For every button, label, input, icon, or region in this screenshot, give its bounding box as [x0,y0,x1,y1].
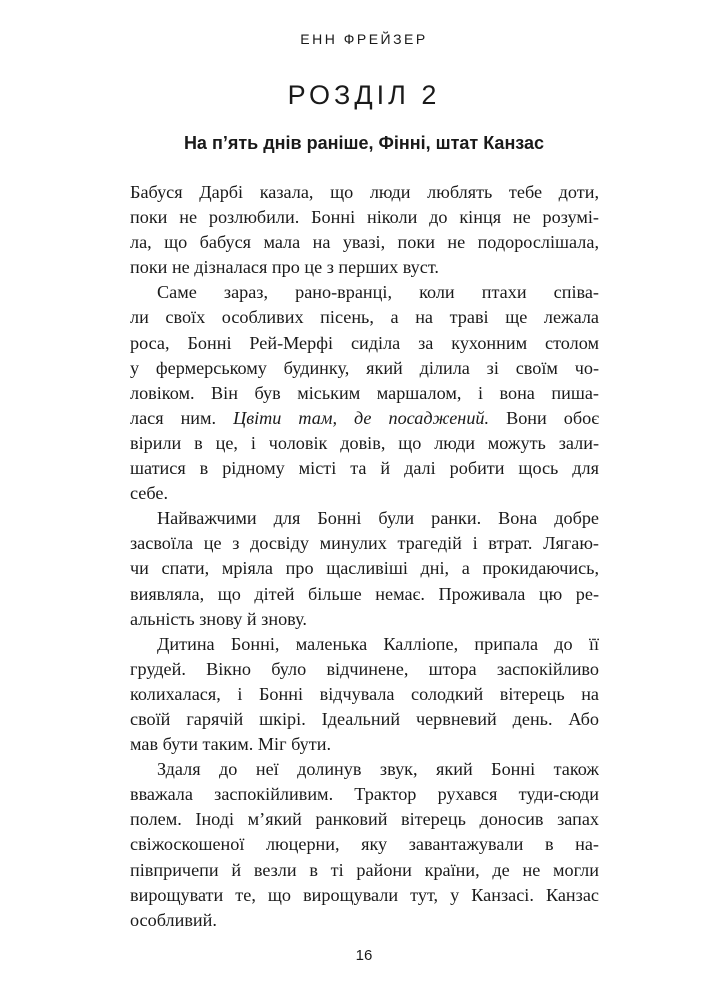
text-line: засвоїла це з досвіду минулих трагедій і втрат. Лягаю- [130,533,599,554]
text-line: ла, що бабуся мала на увазі, поки не подорослішала, [130,232,599,253]
chapter-subtitle: На п’ять днів раніше, Фінні, штат Канзас [183,133,545,153]
text-line: себе. [130,483,169,504]
text-line: полем. Іноді м’який ранковий вітерець доносив запах [130,809,599,830]
italic-quote: Цвіти там, де посаджений. [233,407,490,428]
text-line: роса, Бонні Рей-Мерфі сиділа за кухонним столом [130,332,599,353]
text-line: грудей. Вікно було відчинене, штора заспокійливо [130,658,599,679]
text-line: Саме зараз, рано-вранці, коли птахи співа- [157,282,599,303]
text-line: поки не дізналася про це з перших вуст. [130,257,439,278]
paragraph [130,180,599,280]
text-segment: Вони обоє [489,407,599,428]
text-line: вважала заспокійливим. Трактор рухався туди-сюди [130,784,599,805]
text-line: Дитина Бонні, маленька Калліопе, припала до її [157,633,599,654]
text-line: півпричепи й везли в ті райони країни, де не могли [130,859,599,880]
page-number: 16 [355,947,373,964]
text-line: своїй гарячій шкірі. Ідеальний червневий день. Або [130,708,599,729]
chapter-title: РОЗДІЛ 2 [287,80,441,110]
text-line: Здаля до неї долинув звук, який Бонні також [157,759,599,780]
paragraph [130,506,599,631]
paragraph [130,757,599,933]
text-line: особливий. [130,909,217,930]
paragraph [130,632,599,757]
text-line: у фермерському будинку, який ділила зі своїм чо- [130,357,599,378]
text-line: альність знову й знову. [130,608,307,629]
text-segment: лася ним. [130,407,234,428]
text-line: поки не розлюбили. Бонні ніколи до кінця не розумі- [130,207,599,228]
body-text [130,180,599,933]
text-line: виявляла, що дітей більше немає. Проживала цю ре- [130,583,599,604]
paragraph [130,280,599,506]
text-line: вирощувати те, що вирощували тут, у Канзасі. Канзас [130,884,599,905]
text-line: колихалася, і Бонні відчувала солодкий вітерець на [130,683,599,704]
text-line: ловіком. Він був міським маршалом, і вона пиша- [130,382,599,403]
text-line: ли своїх особливих пісень, а на траві ще лежала [130,307,599,328]
text-line: мав бути таким. Міг бути. [130,734,332,755]
text-line: вірили в це, і чоловік довів, що люди можуть зали- [130,432,599,453]
text-line: Найважчими для Бонні були ранки. Вона добре [157,508,599,529]
running-head-author: ЕНН ФРЕЙЗЕР [300,31,428,47]
text-line: свіжоскошеної люцерни, яку завантажували в на- [130,834,599,855]
text-line: чи спати, мріяла про щасливіші дні, а прокидаючись, [130,558,599,579]
text-line-mixed [130,406,599,431]
text-line: Бабуся Дарбі казала, що люди люблять тебе доти, [130,182,599,202]
text-line: шатися в рідному місті та й далі робити щось для [130,458,599,479]
